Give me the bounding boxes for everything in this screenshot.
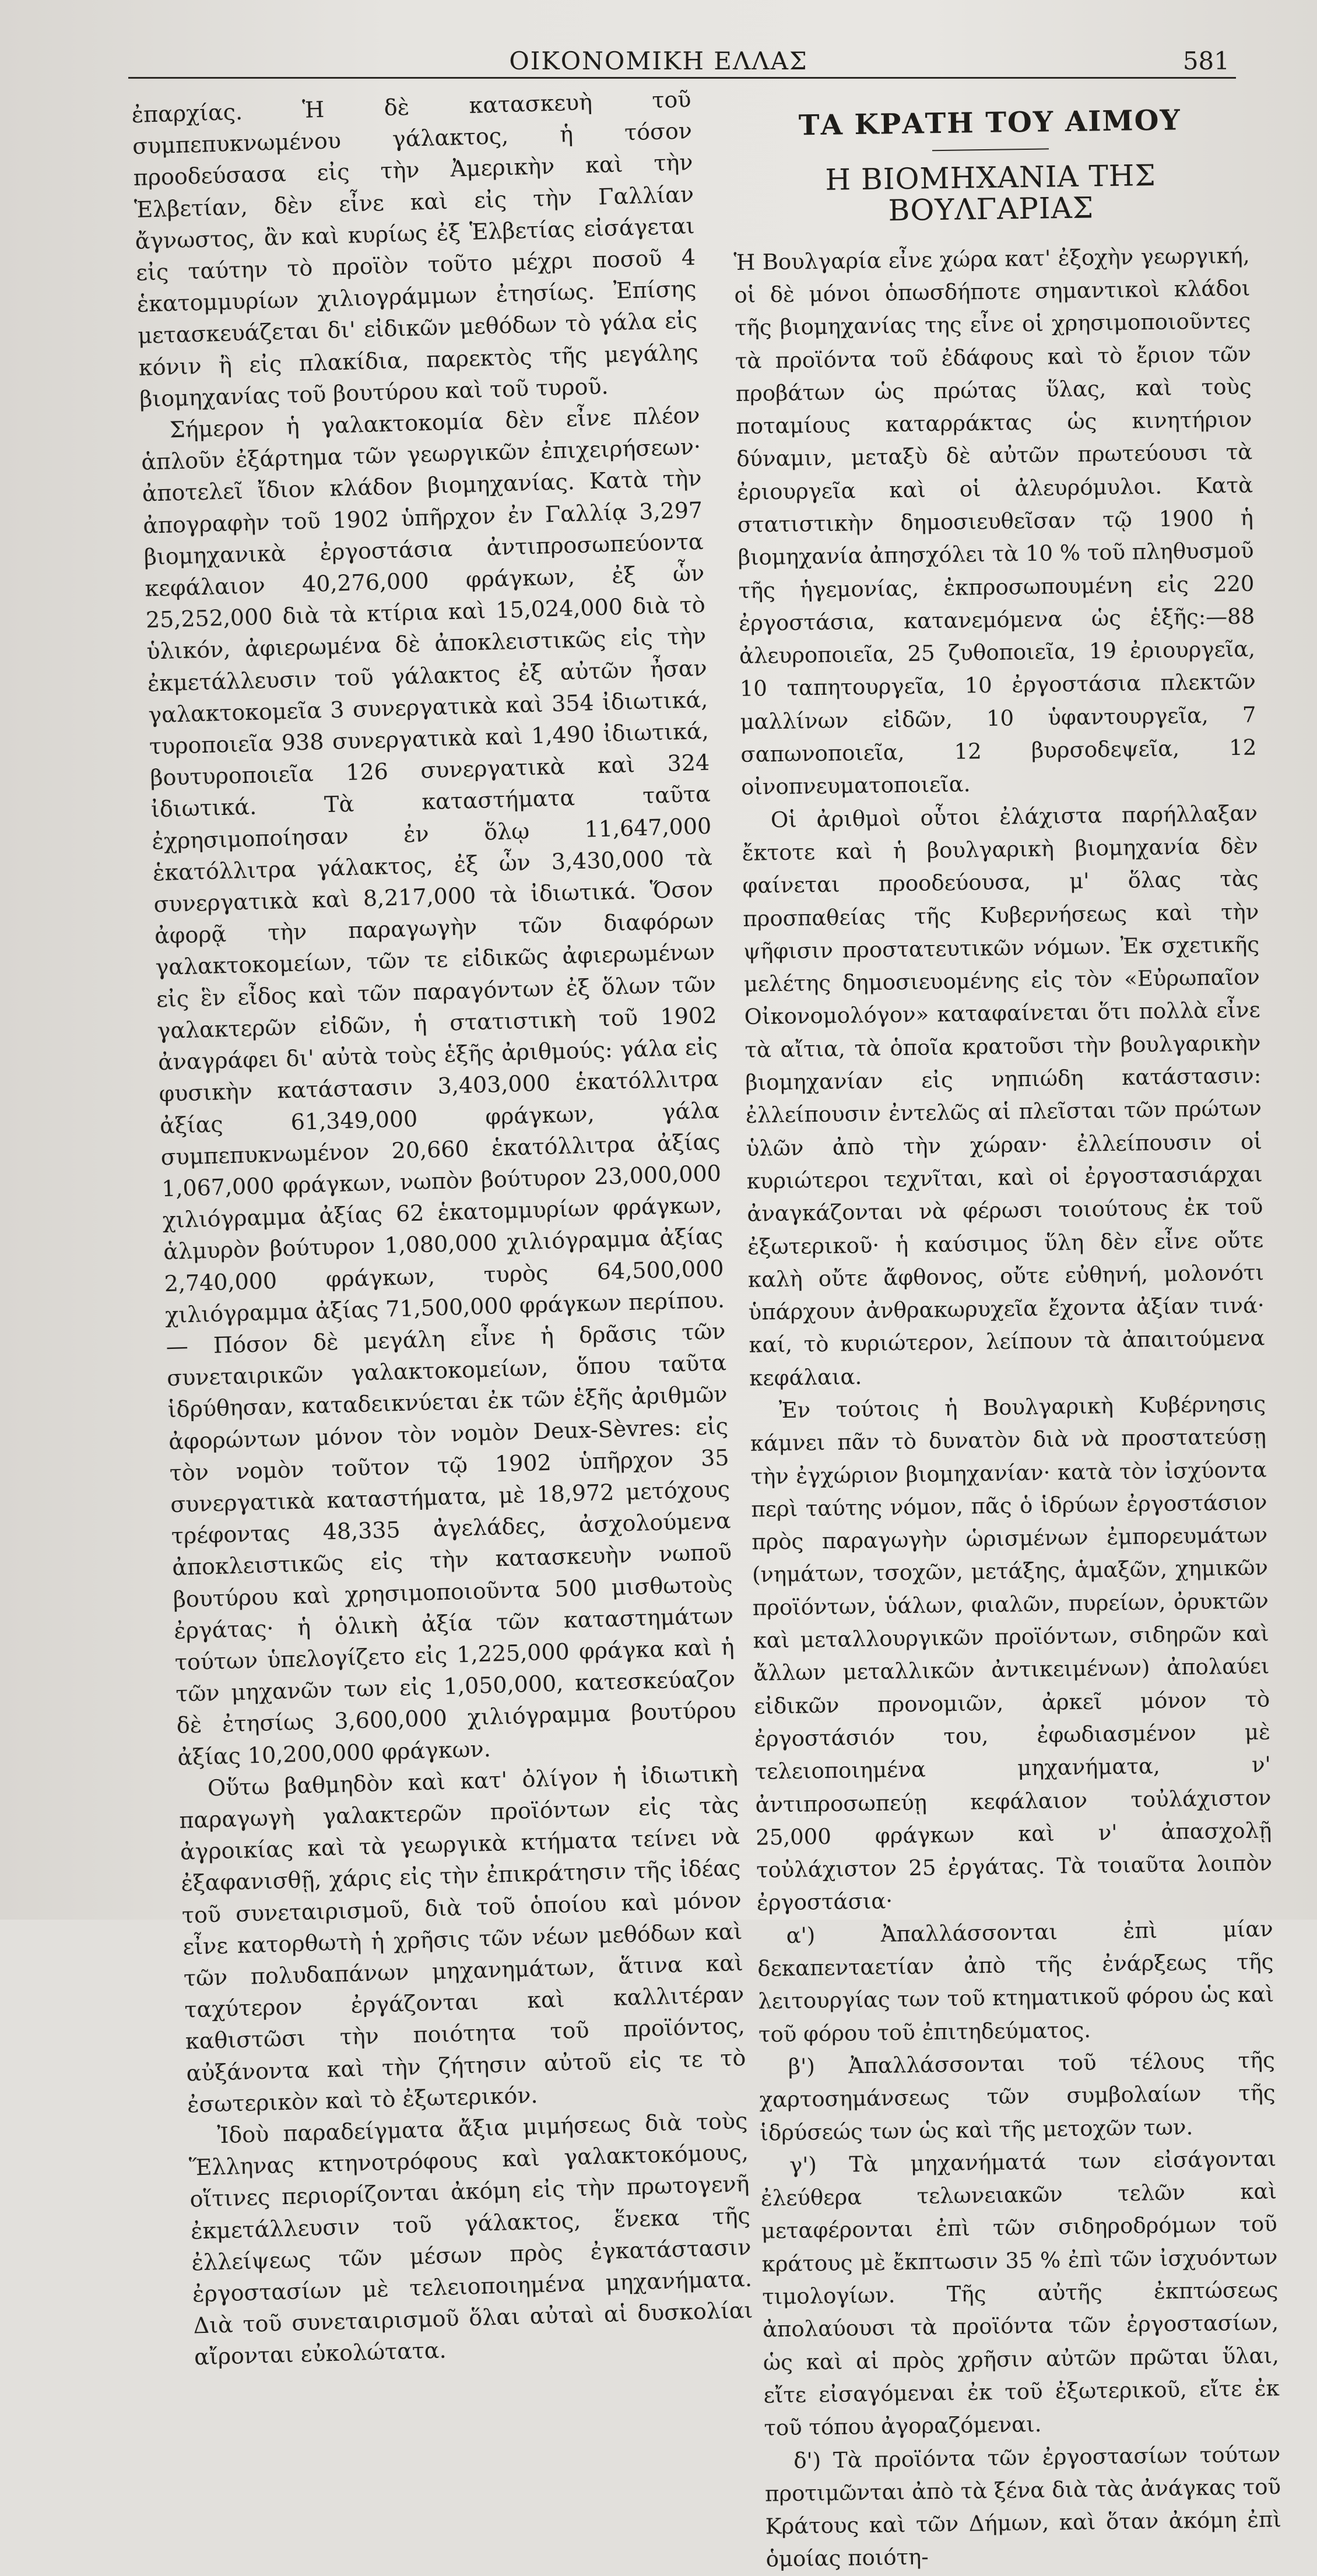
list-item: β') Ἀπαλλάσσονται τοῦ τέλους τῆς χαρτοσημάνσεως τῶν συμβολαίων τῆς ἱδρύσεώς των ὡς καὶ τῆς μετοχῶν των.: [759, 2047, 1276, 2146]
list-item: δ') Τὰ προϊόντα τῶν ἐργοστασίων τούτων προτιμῶνται ἀπὸ τὰ ξένα διὰ τὰς ἀνάγκας τοῦ Κράτους καὶ τῶν Δήμων, καὶ ὅταν ἀκόμη ἐπὶ ὁμοίας ποιότη-: [764, 2441, 1282, 2572]
running-title: ΟΙΚΟΝΟΜΙΚΗ ΕΛΛΑΣ: [509, 47, 808, 75]
paragraph: Ἰδοὺ παραδείγματα ἄξια μιμήσεως διὰ τοὺς Ἕλληνας κτηνοτρόφους καὶ γαλακτοκόμους, οἵτινες περιορίζονται ἀκόμη εἰς τὴν πρωτογενῆ ἐκμετάλλευσιν τοῦ γάλακτος, ἕνεκα τῆς ἐλλείψεως τῶν μέσων πρὸς ἐγκατάστασιν ἐργοστασίων μὲ τελειοποιημένα μηχανήματα. Διὰ τοῦ συνεταιρισμοῦ ὅλαι αὐταὶ αἱ δυσκολίαι αἴρονται εὐκολώτατα.: [188, 2107, 753, 2370]
page-number: 581: [1182, 47, 1230, 75]
paragraph: ἐπαρχίας. Ἡ δὲ κατασκευὴ τοῦ συμπεπυκνωμένου γάλακτος, ἡ τόσον προοδεύσασα εἰς τὴν Ἀμερικὴν καὶ τὴν Ἑλβετίαν, δὲν εἶνε καὶ εἰς τὴν Γαλλίαν ἄγνωστος, ἂν καὶ κυρίως ἐξ Ἑλβετίας εἰσάγεται εἰς ταύτην τὸ προϊὸν τοῦτο μέχρι ποσοῦ 4 ἑκατομμυρίων χιλιογράμμων ἐτησίως. Ἐπίσης μετασκευάζεται δι' εἰδικῶν μεθόδων τὸ γάλα εἰς κόνιν ἢ εἰς πλακίδια, παρεκτὸς τῆς μεγάλης βιομηχανίας τοῦ βουτύρου καὶ τοῦ τυροῦ.: [131, 86, 699, 412]
list-item: γ') Τὰ μηχανήματά των εἰσάγονται ἐλεύθερα τελωνειακῶν τελῶν καὶ μεταφέρονται ἐπὶ τῶν σιδηροδρόμων τοῦ κράτους μὲ ἔκπτωσιν 35 % ἐπὶ τῶν ἰσχυόντων τιμολογίων. Τῆς αὐτῆς ἐκπτώσεως ἀπολαύουσι τὰ προϊόντα τῶν ἐργοστασίων, ὡς καὶ αἱ πρὸς χρῆσιν αὐτῶν πρῶται ὕλαι, εἴτε εἰσαγόμεναι ἐκ τοῦ ἐξωτερικοῦ, εἴτε ἐκ τοῦ τόπου ἀγοραζόμεναι.: [760, 2146, 1280, 2441]
page-header: [0, 47, 1317, 87]
right-column: [732, 104, 1282, 2576]
paragraph: Ἡ Βουλγαρία εἶνε χώρα κατ' ἐξοχὴν γεωργική, οἱ δὲ μόνοι ὁπωσδήποτε σημαντικοὶ κλάδοι τῆς βιομηχανίας της εἶνε οἱ χρησιμοποιοῦντες τὰ προϊόντα τοῦ ἐδάφους καὶ τὸ ἔριον τῶν προβάτων ὡς πρώτας ὕλας, καὶ τοὺς ποταμίους καταρράκτας ὡς κινητήριον δύναμιν, μεταξὺ δὲ αὐτῶν πρωτεύουσι τὰ ἐριουργεῖα καὶ οἱ ἀλευρόμυλοι. Κατὰ στατιστικὴν δημοσιευθεῖσαν τῷ 1900 ἡ βιομηχανία ἀπησχόλει τὰ 10 % τοῦ πληθυσμοῦ τῆς ἡγεμονίας, ἐκπροσωπουμένη εἰς 220 ἐργοστάσια, κατανεμόμενα ὡς ἑξῆς:—88 ἀλευροποιεῖα, 25 ζυθοποιεῖα, 19 ἐριουργεῖα, 10 ταπητουργεῖα, 10 ἐργοστάσια πλεκτῶν μαλλίνων εἰδῶν, 10 ὑφαντουργεῖα, 7 σαπωνοποιεῖα, 12 βυρσοδεψεῖα, 12 οἰνοπνευματοποιεῖα.: [733, 243, 1257, 800]
paragraph: Οἱ ἀριθμοὶ οὗτοι ἐλάχιστα παρήλλαξαν ἔκτοτε καὶ ἡ βουλγαρικὴ βιομηχανία δὲν φαίνεται προοδεύουσα, μ' ὅλας τὰς προσπαθείας τῆς Κυβερνήσεως καὶ τὴν ψῆφισιν προστατευτικῶν νόμων. Ἐκ σχετικῆς μελέτης δημοσιευομένης εἰς τὸν «Εὐρωπαῖον Οἰκονομολόγον» καταφαίνεται ὅτι πολλὰ εἶνε τὰ αἴτια, τὰ ὁποῖα κρατοῦσι τὴν βουλγαρικὴν βιομηχανίαν εἰς νηπιώδη κατάστασιν: ἐλλείπουσιν ἐντελῶς αἱ πλεῖσται τῶν πρώτων ὑλῶν ἀπὸ τὴν χώραν· ἐλλείπουσιν οἱ κυριώτεροι τεχνῖται, καὶ οἱ ἐργοστασιάρχαι ἀναγκάζονται νὰ φέρωσι τοιούτους ἐκ τοῦ ἐξωτερικοῦ· ἡ καύσιμος ὕλη δὲν εἶνε οὔτε καλὴ οὔτε ἄφθονος, οὔτε εὐθηνή, μολονότι ὑπάρχουν ἀνθρακωρυχεῖα ἔχοντα ἀξίαν τινά· καί, τὸ κυριώτερον, λείπουν τὰ ἀπαιτούμενα κεφάλαια.: [742, 800, 1265, 1391]
section-divider: [932, 149, 1048, 152]
paragraph: Οὕτω βαθμηδὸν καὶ κατ' ὀλίγον ἡ ἰδιωτικὴ παραγωγὴ γαλακτερῶν προϊόντων εἰς τὰς ἀγροικίας καὶ τὰ γεωργικὰ κτήματα τείνει νὰ ἐξαφανισθῇ, χάρις εἰς τὴν ἐπικράτησιν τῆς ἰδέας τοῦ συνεταιρισμοῦ, διὰ τοῦ ὁποίου καὶ μόνον εἶνε κατορθωτὴ ἡ χρῆσις τῶν νέων μεθόδων καὶ τῶν πολυδαπάνων μηχανημάτων, ἅτινα καὶ ταχύτερον ἐργάζονται καὶ καλλιτέραν καθιστῶσι τὴν ποιότητα τοῦ προϊόντος, αὐξάνοντα καὶ τὴν ζήτησιν αὐτοῦ εἰς τε τὸ ἐσωτερικὸν καὶ τὸ ἐξωτερικόν.: [178, 1760, 746, 2118]
list-item: α') Ἀπαλλάσσονται ἐπὶ μίαν δεκαπενταετίαν ἀπὸ τῆς ἐνάρξεως τῆς λειτουργίας των τοῦ κτηματικοῦ φόρου ὡς καὶ τοῦ φόρου τοῦ ἐπιτηδεύματος.: [757, 1916, 1274, 2047]
paragraph: Ἐν τούτοις ἡ Βουλγαρικὴ Κυβέρνησις κάμνει πᾶν τὸ δυνατὸν διὰ νὰ προστατεύσῃ τὴν ἐγχώριον βιομηχανίαν· κατὰ τὸν ἰσχύοντα περὶ ταύτης νόμον, πᾶς ὁ ἱδρύων ἐργοστάσιον πρὸς παραγωγὴν ὡρισμένων ἐμπορευμάτων (νημάτων, τσοχῶν, μετάξης, ἁμαξῶν, χημικῶν προϊόντων, ὑάλων, φιαλῶν, πυρείων, ὀρυκτῶν καὶ μεταλλουργικῶν προϊόντων, σιδηρῶν καὶ ἄλλων μεταλλικῶν ἀντικειμένων) ἀπολαύει εἰδικῶν προνομιῶν, ἀρκεῖ μόνον τὸ ἐργοστάσιόν του, ἐφωδιασμένον μὲ τελειοποιημένα μηχανήματα, ν' ἀντιπροσωπεύῃ κεφάλαιον τοὐλάχιστον 25,000 φράγκων καὶ ν' ἀπασχολῇ τοὐλάχιστον 25 ἐργάτας. Τὰ τοιαῦτα λοιπὸν ἐργοστάσια·: [750, 1391, 1273, 1916]
paragraph: Σήμερον ἡ γαλακτοκομία δὲν εἶνε πλέον ἁπλοῦν ἐξάρτημα τῶν γεωργικῶν ἐπιχειρήσεων· ἀποτελεῖ ἴδιον κλάδον βιομηχανίας. Κατὰ τὴν ἀπογραφὴν τοῦ 1902 ὑπῆρχον ἐν Γαλλίᾳ 3,297 βιομηχανικὰ ἐργοστάσια ἀντιπροσωπεύοντα κεφάλαιον 40,276,000 φράγκων, ἐξ ὧν 25,252,000 διὰ τὰ κτίρια καὶ 15,024,000 διὰ τὸ ὑλικόν, ἀφιερωμένα δὲ ἀποκλειστικῶς εἰς τὴν ἐκμετάλλευσιν τοῦ γάλακτος ἐξ αὐτῶν ἦσαν γαλακτοκομεῖα 3 συνεργατικὰ καὶ 354 ἰδιωτικά, τυροποιεῖα 938 συνεργατικὰ καὶ 1,490 ἰδιωτικά, βουτυροποιεῖα 126 συνεργατικὰ καὶ 324 ἰδιωτικά. Τὰ καταστήματα ταῦτα ἐχρησιμοποίησαν ἐν ὅλῳ 11,647,000 ἑκατόλλιτρα γάλακτος, ἐξ ὧν 3,430,000 τὰ συνεργατικὰ καὶ 8,217,000 τὰ ἰδιωτικά. Ὅσον ἀφορᾷ τὴν παραγωγὴν τῶν διαφόρων γαλακτοκομείων, τῶν τε εἰδικῶς ἀφιερωμένων εἰς ἓν εἶδος καὶ τῶν παραγόντων ἐξ ὅλων τῶν γαλακτερῶν εἰδῶν, ἡ στατιστικὴ τοῦ 1902 ἀναγράφει δι' αὐτὰ τοὺς ἑξῆς ἀριθμούς: γάλα εἰς φυσικὴν κατάστασιν 3,403,000 ἑκατόλλιτρα ἀξίας 61,349,000 φράγκων, γάλα συμπεπυκνωμένον 20,660 ἑκατόλλιτρα ἀξίας 1,067,000 φράγκων, νωπὸν βούτυρον 23,000,000 χιλιόγραμμα ἀξίας 62 ἑκατομμυρίων φράγκων, ἁλμυρὸν βούτυρον 1,080,000 χιλιόγραμμα ἀξίας 2,740,000 φράγκων, τυρὸς 64,500,000 χιλιόγραμμα ἀξίας 71,500,000 φράγκων περίπου.— Πόσον δὲ μεγάλη εἶνε ἡ δρᾶσις τῶν συνεταιρικῶν γαλακτοκομείων, ὅπου ταῦτα ἱδρύθησαν, καταδεικνύεται ἐκ τῶν ἑξῆς ἀριθμῶν ἀφορώντων μόνον τὸν νομὸν Deux-Sèvres: εἰς τὸν νομὸν τοῦτον τῷ 1902 ὑπῆρχον 35 συνεργατικὰ καταστήματα, μὲ 18,972 μετόχους τρέφοντας 48,335 ἀγελάδες, ἀσχολούμενα ἀποκλειστικῶς εἰς τὴν κατασκευὴν νωποῦ βουτύρου καὶ χρησιμοποιοῦντα 500 μισθωτοὺς ἐργάτας· ἡ ὁλικὴ ἀξία τῶν καταστημάτων τούτων ὑπελογίζετο εἰς 1,225,000 φράγκα καὶ ἡ τῶν μηχανῶν των εἰς 1,050,000, κατεσκεύαζον δὲ ἐτησίως 3,600,000 χιλιόγραμμα βουτύρου ἀξίας 10,200,000 φράγκων.: [141, 402, 737, 1770]
left-column: [131, 83, 754, 2373]
section-body: [733, 239, 1282, 2576]
section-subtitle: Η ΒΙΟΜΗΧΑΝΙΑ ΤΗΣ ΒΟΥΛΓΑΡΙΑΣ: [825, 159, 1157, 228]
section-title: ΤΑ ΚΡΑΤΗ ΤΟΥ ΑΙΜΟΥ: [798, 104, 1182, 142]
header-rule: [128, 77, 1236, 79]
